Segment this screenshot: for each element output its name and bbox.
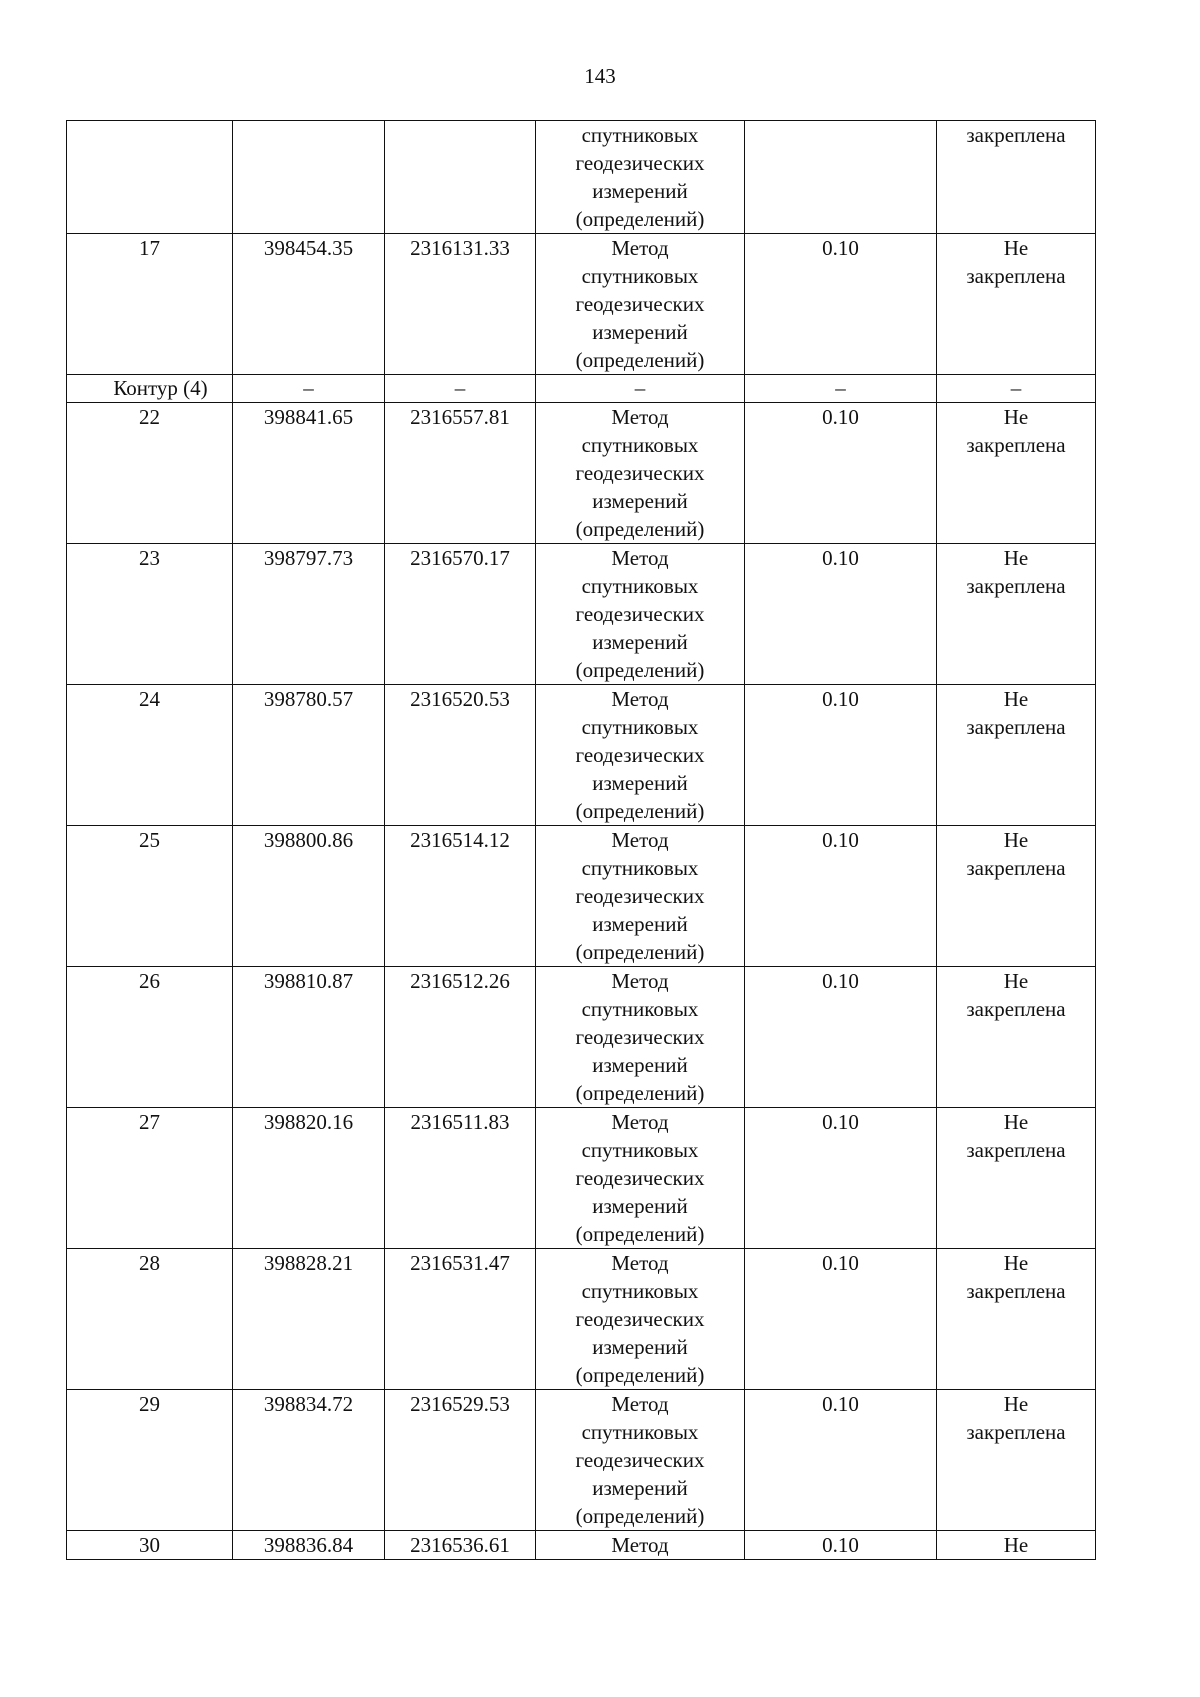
cell-status: Не закреплена (937, 685, 1096, 826)
contour-row (67, 375, 1096, 403)
cell-num: 22 (67, 403, 233, 544)
cell-y: 2316512.26 (385, 967, 536, 1108)
cell-x (233, 121, 385, 234)
coordinates-table (66, 120, 1096, 1560)
cell-num: 25 (67, 826, 233, 967)
cell-y: 2316520.53 (385, 685, 536, 826)
cell-method: Метод спутниковых геодезических измерений (определений) (536, 685, 745, 826)
cell-x: 398454.35 (233, 234, 385, 375)
cell-accuracy: 0.10 (745, 403, 937, 544)
table-row (67, 1531, 1096, 1560)
contour-dash: – (745, 375, 937, 403)
cell-method: Метод спутниковых геодезических измерений (определений) (536, 234, 745, 375)
cell-accuracy: 0.10 (745, 1249, 937, 1390)
cell-y: 2316570.17 (385, 544, 536, 685)
table-row (67, 826, 1096, 967)
cell-y: 2316514.12 (385, 826, 536, 967)
table-row (67, 1249, 1096, 1390)
cell-method: Метод спутниковых геодезических измерений (определений) (536, 1390, 745, 1531)
cell-accuracy: 0.10 (745, 544, 937, 685)
cell-num: 26 (67, 967, 233, 1108)
table-row (67, 544, 1096, 685)
cell-accuracy: 0.10 (745, 967, 937, 1108)
cell-x: 398836.84 (233, 1531, 385, 1560)
cell-status: Не закреплена (937, 826, 1096, 967)
cell-accuracy: 0.10 (745, 1390, 937, 1531)
cell-num (67, 121, 233, 234)
contour-dash: – (233, 375, 385, 403)
table-row (67, 967, 1096, 1108)
cell-x: 398797.73 (233, 544, 385, 685)
cell-method: Метод спутниковых геодезических измерений (определений) (536, 826, 745, 967)
table-row (67, 234, 1096, 375)
cell-y: 2316536.61 (385, 1531, 536, 1560)
table-row (67, 685, 1096, 826)
table-row (67, 1108, 1096, 1249)
cell-y (385, 121, 536, 234)
contour-dash: – (536, 375, 745, 403)
cell-status: Не закреплена (937, 234, 1096, 375)
cell-method: Метод спутниковых геодезических измерений (определений) (536, 544, 745, 685)
cell-status: Не (937, 1531, 1096, 1560)
cell-status: Не закреплена (937, 1108, 1096, 1249)
cell-method: Метод спутниковых геодезических измерений (определений) (536, 1249, 745, 1390)
cell-accuracy (745, 121, 937, 234)
contour-dash: – (937, 375, 1096, 403)
cell-status: Не закреплена (937, 967, 1096, 1108)
cell-accuracy: 0.10 (745, 685, 937, 826)
cell-status: Не закреплена (937, 1390, 1096, 1531)
cell-method: Метод спутниковых геодезических измерений (определений) (536, 403, 745, 544)
cell-method: спутниковых геодезических измерений (определений) (536, 121, 745, 234)
cell-num: 24 (67, 685, 233, 826)
cell-num: 28 (67, 1249, 233, 1390)
cell-x: 398834.72 (233, 1390, 385, 1531)
cell-x: 398810.87 (233, 967, 385, 1108)
cell-num: 17 (67, 234, 233, 375)
cell-y: 2316531.47 (385, 1249, 536, 1390)
cell-status: Не закреплена (937, 403, 1096, 544)
cell-y: 2316529.53 (385, 1390, 536, 1531)
cell-method: Метод спутниковых геодезических измерений (определений) (536, 1108, 745, 1249)
cell-accuracy: 0.10 (745, 234, 937, 375)
cell-status: Не закреплена (937, 544, 1096, 685)
cell-x: 398800.86 (233, 826, 385, 967)
cell-accuracy: 0.10 (745, 1108, 937, 1249)
table-row (67, 1390, 1096, 1531)
table-row (67, 403, 1096, 544)
table-row-continuation (67, 121, 1096, 234)
contour-label: Контур (4) (67, 375, 233, 403)
cell-x: 398841.65 (233, 403, 385, 544)
cell-method: Метод спутниковых геодезических измерений (определений) (536, 967, 745, 1108)
cell-num: 27 (67, 1108, 233, 1249)
cell-num: 29 (67, 1390, 233, 1531)
cell-x: 398780.57 (233, 685, 385, 826)
cell-x: 398828.21 (233, 1249, 385, 1390)
cell-status: закреплена (937, 121, 1096, 234)
cell-accuracy: 0.10 (745, 826, 937, 967)
cell-y: 2316131.33 (385, 234, 536, 375)
cell-y: 2316557.81 (385, 403, 536, 544)
cell-accuracy: 0.10 (745, 1531, 937, 1560)
cell-y: 2316511.83 (385, 1108, 536, 1249)
cell-x: 398820.16 (233, 1108, 385, 1249)
contour-dash: – (385, 375, 536, 403)
page-number: 143 (584, 64, 616, 88)
cell-method: Метод (536, 1531, 745, 1560)
cell-num: 30 (67, 1531, 233, 1560)
cell-num: 23 (67, 544, 233, 685)
cell-status: Не закреплена (937, 1249, 1096, 1390)
